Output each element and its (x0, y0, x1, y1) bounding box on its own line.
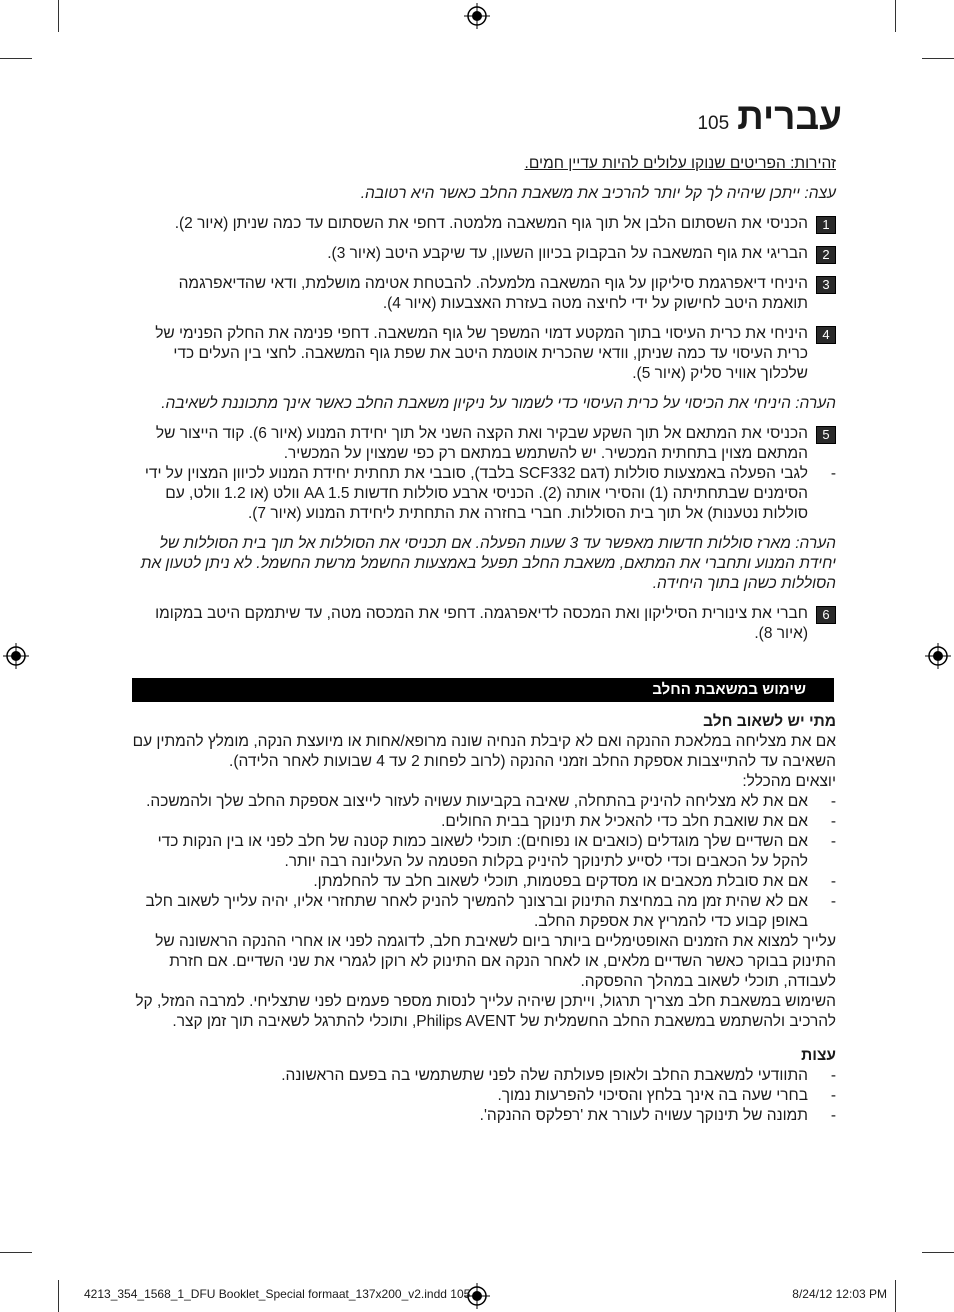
step-1 (130, 214, 836, 234)
footer-filename: 4213_354_1568_1_DFU Booklet_Special formaat_137x200_v2.indd 105 (84, 1287, 471, 1301)
list-item: - אם השדיים שלך מוגדלים (כואבים או נפוחים): תוכלי לשאוב כמות קטנה של חלב לפני או בין הנקות כדי להקל על הכאבים וכדי לסייע לתינוקך להיניק בקלות הפטמה על העליונה רבה יותר. (157, 833, 836, 870)
step-number-badge: 3 (816, 276, 836, 294)
subheading-when: מתי יש לשאוב חלב (703, 713, 836, 730)
registration-mark-icon (464, 3, 490, 29)
step-number-badge: 1 (816, 216, 836, 234)
note-cover: הערה: היניחי את הכיסוי על כרית העיסוי כדי לשמור על ניקיון משאבת החלב כאשר אינך מתכוננת לשאיבה. (161, 395, 836, 412)
step-text: הבריגי את גוף המשאבה על הבקבוק בכיוון השעון, עד שיקבע היטב (איור 3). (327, 245, 808, 262)
crop-mark (0, 58, 32, 59)
note-batteries: הערה: מארז סוללות חדשות מאפשר עד 3 שעות הפעלה. אם תכניסי את הסוללות אל תוך בית הסוללות של יחידת המנוע ותחברי את המתאם, משאבת החלב תפעל באמצעות החשמל מרשת החשמל. לא ניתן לטעון את הסוללות כשהן בתוך היחידה. (140, 535, 836, 592)
list-item: - אם את שואבת חלב כדי להאכיל את תינוקך בבית החולים. (441, 813, 836, 830)
bullet-text: לגבי הפעלה באמצעות סוללות (דגם SCF332 בלבד), סובבי את תחתית יחידת המנוע לכיוון המצוין על ידי הסימנים שבתחתיתה (1) והסירי אותה (2). הכניסי ארבע סוללות חדשות AA 1.5 וולט (או 1.2 וולט, עם סוללות נטענות) אל תוך בית הסוללות. חברי בחזרה את התחתית ליחידת המנוע (איור 7). (144, 465, 808, 522)
crop-mark (0, 1252, 32, 1253)
step-3 (130, 274, 836, 314)
section-header-bar: שימוש במשאבת החלב (132, 678, 834, 702)
crop-mark (922, 58, 954, 59)
list-item: - אם את לא מצליחה להיניק בהתחלה, שאיבה בקביעות עשויה לעזור לייצוב אספקת החלב שלך ולהמשכה. (146, 793, 836, 810)
list-item: - התוודעי למשאבת החלב ולאופן פעולתה שלה לפני שתשתמשי בה בפעם הראשונה. (281, 1067, 836, 1084)
paragraph-timing: עלייך למצוא את הזמנים האופטימליים ביותר ביום לשאיבת חלב, לדוגמה לפני או אחרי ההנקה הראשונה של התינוק בבוקר כאשר השדיים מלאים, או לאחר הנקה אם התינוק לא רוקן לגמרי את שני השדיים. אם חזרת לעבודה, תוכלי לשאוב במהלך ההפסקה. (155, 933, 836, 990)
subheading-tips: עצות (801, 1047, 836, 1064)
assembly-section (130, 154, 836, 644)
step-text: היניחי את כרית העיסוי בתוך המקטע דמוי המשפך של גוף המשאבה. דחפי פנימה את החלק הפנימי של כרית העיסוי עד כמה שניתן, וודאי שהכרית אוטמת היטב את שפת גוף המשאבה. לחצי בין העלים כדי שלכלוך אוויר סליק (איור 5). (155, 325, 808, 382)
crop-mark (58, 0, 59, 32)
step-text: חברי את צינורית הסיליקון ואת המכסה לדיאפרגמה. דחפי את המכסה מטה, עד שיתמקם היטב במקומו (איור 8). (155, 605, 808, 642)
step-4 (130, 324, 836, 384)
step-text: הכניסי את המתאם אל תוך השקע שבקיר ואת הקצה השני אל תוך יחידת המנוע (איור 6). קוד הייצור של המתאם מצוין בתחתית המכשיר. יש להשתמש במתאם רק כפי שמצוין על המכשיר. (155, 425, 808, 462)
step-number-badge: 5 (816, 426, 836, 444)
tip-text: עצה: ייתכן שיהיה לך קל יותר להרכיב את משאבת החלב כאשר היא רטובה. (360, 185, 836, 202)
step-2 (130, 244, 836, 264)
when-intro: אם את מצליחה במלאכת ההנקה ואם לא קיבלת הנחיה שונה מרופא/אחות או מיועצת הנקה, מומלץ להמתין עם השאיבה עד להתייצבות אספקת החלב וזמני ההנקה (לרוב לפחות 2 עד 4 שבועות לאחר הלידה). (132, 733, 836, 770)
crop-mark (58, 1280, 59, 1312)
step-text: הכניסי את השסתום הלבן אל תוך גוף המשאבה מלמטה. דחפי את השסתום עד כמה שניתן (איור 2). (174, 215, 808, 232)
crop-mark (895, 0, 896, 32)
page-header (697, 96, 842, 138)
step-5 (130, 424, 836, 464)
list-item: - אם לא שהית זמן מה במחיצת התינוק וברצונך להמשיך להניק לאחר שתחזרי אליו, יהיה עלייך לשאוב חלב באופן קבוע כדי להמריץ את אספקת החלב. (145, 893, 836, 930)
page-number: 105 (697, 113, 730, 134)
crop-mark (922, 1252, 954, 1253)
warning-text: זהירות: הפריטים שנוקו עלולים להיות עדיין חמים. (524, 155, 836, 172)
usage-section (130, 712, 836, 1126)
step-number-badge: 4 (816, 326, 836, 344)
list-item: - בחרי שעה בה אינך בלחץ והסיכוי להפרעות נמוך. (497, 1087, 836, 1104)
list-item: - אם את סובלת מכאבים או מסדקים בפטמות, תוכלי לשאוב חלב עד להחלמתן. (313, 873, 836, 890)
step-6 (130, 604, 836, 644)
registration-mark-icon (925, 643, 951, 669)
step-text: היניחי דיאפרגמת סיליקון על גוף המשאבה מלמעלה. להבטחת אטימה מושלמת, ודאי שהדיאפרגמה תואמת היטב לחישוק על ידי לחיצה מטה בעזרת האצבעות (איור 4). (178, 275, 808, 312)
list-item: - תמונה של תינוקך עשויה לעורר את 'רפלקס ההנקה'. (479, 1107, 836, 1124)
page-title: עברית (737, 96, 842, 137)
step-number-badge: 6 (816, 606, 836, 624)
footer-timestamp: 8/24/12 12:03 PM (792, 1287, 887, 1301)
print-footer (84, 1287, 887, 1301)
paragraph-practice: השימוש במשאבת חלב מצריך תרגול, וייתכן שיהיה עלייך לנסות מספר פעמים לפני שתצליחי. למרבה המזל, קל להרכיב ולהשתמש במשאבת החלב החשמלית של Philips AVENT, ותוכלי להתרגל לשאיבה תוך זמן קצר. (135, 993, 836, 1030)
registration-mark-icon (3, 643, 29, 669)
crop-mark (895, 1280, 896, 1312)
step-number-badge: 2 (816, 246, 836, 264)
battery-bullet: - לגבי הפעלה באמצעות סוללות (דגם SCF332 בלבד), סובבי את תחתית יחידת המנוע לכיוון המצוין על ידי הסימנים שבתחתיתה (1) והסירי אותה (2). הכניסי ארבע סוללות חדשות AA 1.5 וולט (או 1.2 וולט, עם סוללות נטענות) אל תוך בית הסוללות. חברי בחזרה את התחתית ליחידת המנוע (איור 7). (130, 464, 836, 524)
exceptions-title: יוצאים מהכלל: (742, 773, 836, 790)
